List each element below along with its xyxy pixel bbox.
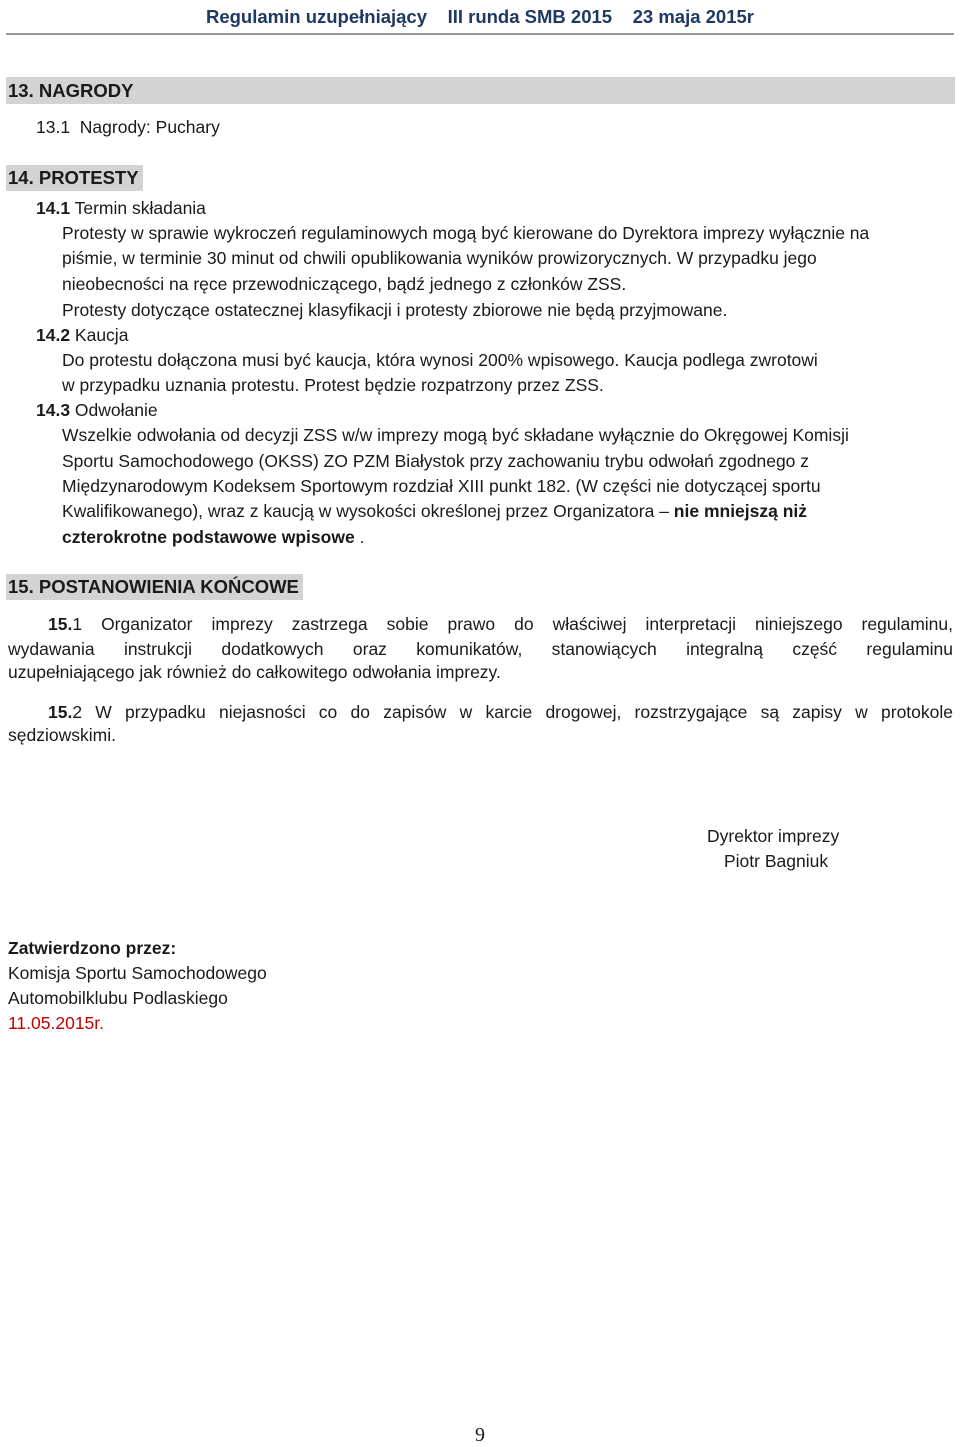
- clause-14-1-number: 14.1: [36, 198, 71, 218]
- clause-15-2-line-2: sędziowskimi.: [8, 725, 116, 745]
- clause-14-2-label: Kaucja: [70, 325, 129, 345]
- clause-15-1-number: 15.: [48, 614, 73, 634]
- clause-14-2-number: 14.2: [36, 325, 71, 345]
- approval-line-2: Automobilklubu Podlaskiego: [8, 988, 228, 1008]
- approval-date: 11.05.2015r.: [8, 1013, 105, 1033]
- clause-14-1-title: [36, 198, 206, 219]
- clause-14-3-number: 14.3: [36, 400, 71, 420]
- signature-role: Dyrektor imprezy: [707, 826, 840, 846]
- clause-15-2-number: 15.: [48, 702, 73, 722]
- clause-14-2-line-1: Do protestu dołączona musi być kaucja, która wynosi 200% wpisowego. Kaucja podlega zwrotowi: [62, 350, 818, 370]
- clause-14-1-line-4: Protesty dotyczące ostatecznej klasyfikacji i protesty zbiorowe nie będą przyjmowane.: [62, 300, 728, 320]
- clause-14-1-line-2: piśmie, w terminie 30 minut od chwili opublikowania wyników prowizorycznych. W przypadku jego: [62, 248, 817, 268]
- approval-line-1: Komisja Sportu Samochodowego: [8, 963, 267, 983]
- document-header-title: Regulamin uzupełniający III runda SMB 2015 23 maja 2015r: [205, 6, 755, 27]
- clause-15-2-number-suffix: 2: [72, 702, 83, 722]
- clause-14-1-line-1: Protesty w sprawie wykroczeń regulaminowych mogą być kierowane do Dyrektora imprezy wyłącznie na: [62, 223, 870, 243]
- section-14-heading: 14. PROTESTY: [6, 165, 143, 191]
- clause-14-3-line-4-emphasis: nie mniejszą niż: [673, 501, 808, 521]
- clause-14-1-label: Termin składania: [70, 198, 206, 218]
- clause-14-3-line-4: [62, 501, 807, 522]
- clause-14-3-line-4-text: Kwalifikowanego), wraz z kaucją w wysokości określonej przez Organizatora –: [62, 501, 674, 521]
- clause-14-3-line-5: [62, 527, 364, 548]
- signature-name: Piotr Bagniuk: [724, 851, 829, 871]
- page-number: 9: [475, 1424, 485, 1446]
- clause-14-3-line-3: Międzynarodowym Kodeksem Sportowym rozdział XIII punkt 182. (W części nie dotyczącej sportu: [62, 476, 821, 496]
- clause-14-3-title: [36, 400, 158, 421]
- clause-14-2-line-2: w przypadku uznania protestu. Protest będzie rozpatrzony przez ZSS.: [62, 375, 604, 395]
- section-13-heading: 13. NAGRODY: [6, 78, 137, 104]
- clause-14-3-line-5-end: .: [354, 527, 365, 547]
- clause-15-1-text-1: Organizator imprezy zastrzega sobie prawo do właściwej interpretacji niniejszego regulaminu,: [82, 614, 953, 634]
- clause-15-1-line-1: [8, 612, 953, 637]
- clause-15-1-line-2: wydawania instrukcji dodatkowych oraz komunikatów, stanowiących integralną część regulaminu: [8, 639, 953, 659]
- clause-14-3-line-1: Wszelkie odwołania od decyzji ZSS w/w imprezy mogą być składane wyłącznie do Okręgowej Komisji: [62, 425, 849, 445]
- section-13-item-1: 13.1 Nagrody: Puchary: [36, 117, 220, 137]
- clause-14-3-line-5-emphasis: czterokrotne podstawowe wpisowe: [62, 527, 355, 547]
- section-13-bar: [6, 77, 955, 104]
- approval-label: Zatwierdzono przez:: [8, 938, 177, 958]
- clause-14-3-label: Odwołanie: [70, 400, 158, 420]
- clause-14-2-title: [36, 325, 128, 346]
- clause-14-3-line-2: Sportu Samochodowego (OKSS) ZO PZM Białystok przy zachowaniu trybu odwołań zgodnego z: [62, 451, 810, 471]
- clause-15-1-number-suffix: 1: [72, 614, 83, 634]
- header-divider: [6, 33, 954, 35]
- section-15-heading: 15. POSTANOWIENIA KOŃCOWE: [6, 574, 303, 600]
- clause-15-1-line-3: uzupełniającego jak również do całkowitego odwołania imprezy.: [8, 662, 501, 682]
- clause-15-2-line-1: [8, 700, 953, 725]
- clause-14-1-line-3: nieobecności na ręce przewodniczącego, bądź jednego z członków ZSS.: [62, 274, 627, 294]
- clause-15-2-text-1: W przypadku niejasności co do zapisów w karcie drogowej, rozstrzygające są zapisy w protokole: [82, 702, 953, 722]
